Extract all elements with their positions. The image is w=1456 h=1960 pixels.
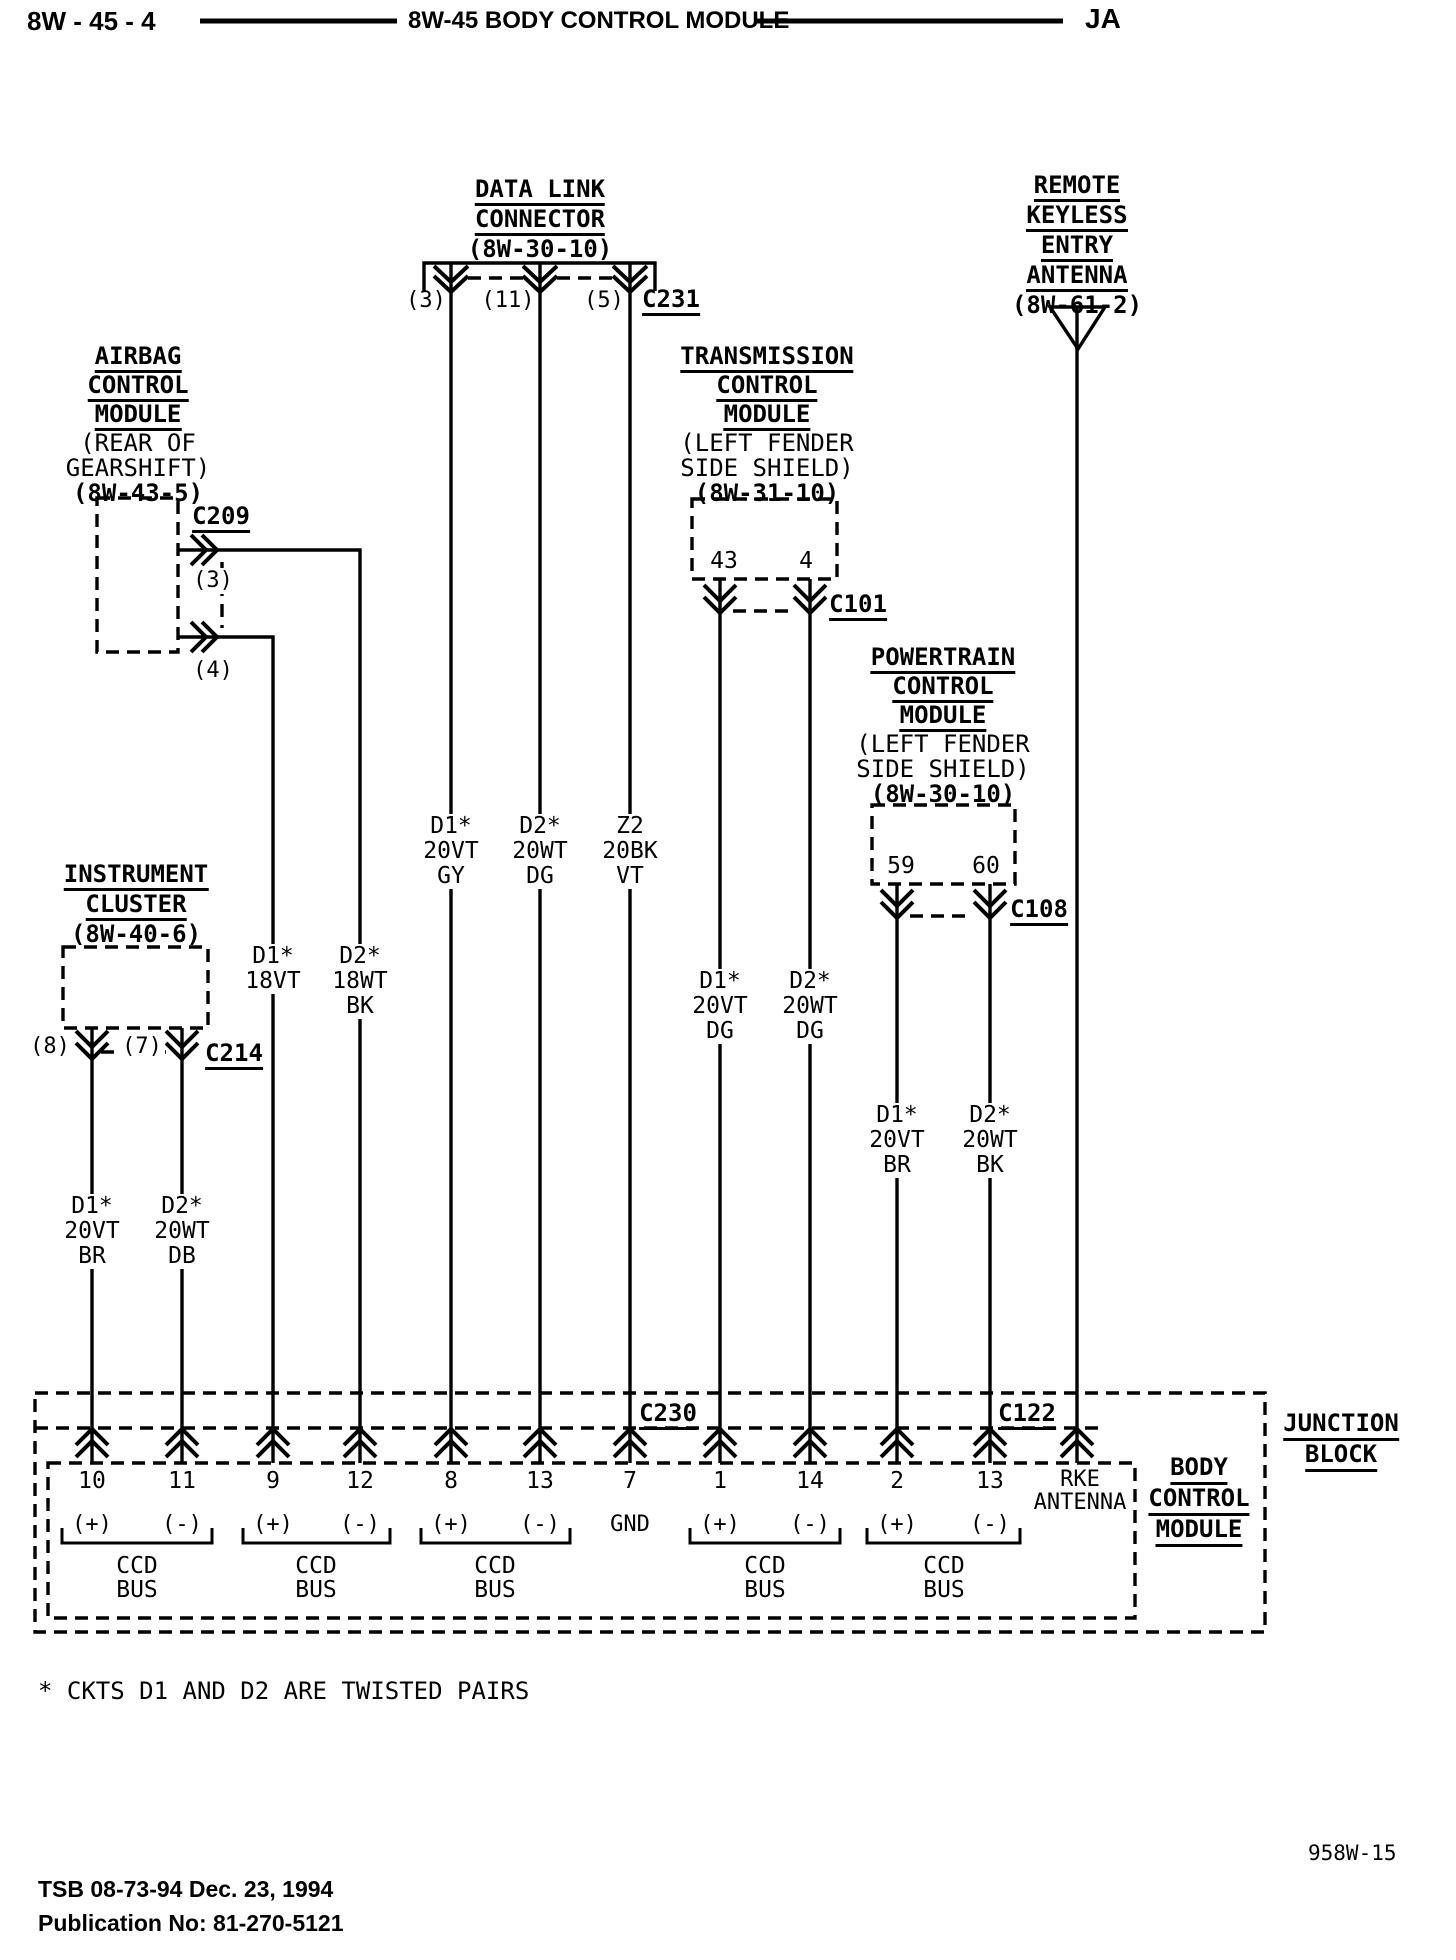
connector-c230: C230 [639,1400,697,1430]
jb-sign-minus-3: (-) [520,1512,560,1537]
jb-sign-minus-1: (-) [162,1512,202,1537]
ccd-bus-2: CCD BUS [295,1553,337,1603]
pcm-pin-60: 60 [972,853,1000,879]
tcm-title: TRANSMISSION CONTROL MODULE (LEFT FENDER SIDE SHIELD) (8W-31-10) [680,342,854,507]
jb-pin-8: 8 [444,1468,458,1494]
connector-c231: C231 [642,286,700,316]
junction-block-title: JUNCTION BLOCK [1283,1410,1399,1472]
jb-sign-plus-1: (+) [72,1512,112,1537]
jb-pin-2: 2 [890,1468,904,1494]
wire-label-airbag-d1: D1* 18VT [242,944,303,994]
bcm-title: BODY CONTROL MODULE [1148,1454,1249,1547]
airbag-pin-3: (3) [190,568,236,594]
jb-pin-1: 1 [713,1468,727,1494]
rke-antenna-title: REMOTE KEYLESS ENTRY ANTENNA (8W-61-2) [1011,171,1143,319]
connector-c108: C108 [1010,896,1068,926]
jb-pin-13b: 13 [976,1468,1004,1494]
airbag-module-box [97,498,178,652]
jb-pin-13a: 13 [526,1468,554,1494]
platform-code: JA [1085,3,1121,34]
cluster-pin-7: (7) [119,1034,165,1060]
wire-label-tcm-d1: D1* 20VT DG [689,969,750,1044]
ccd-bus-1: CCD BUS [116,1553,158,1603]
pcm-pin-59: 59 [887,853,915,879]
dlc-pin-11: (11) [481,288,535,313]
ccd-bus-3: CCD BUS [474,1553,516,1603]
page-title: 8W-45 BODY CONTROL MODULE [408,7,790,34]
ccd-bus-4: CCD BUS [744,1553,786,1603]
dlc-pin-3: (3) [406,288,446,313]
jb-pin-11: 11 [168,1468,196,1494]
wires [92,263,1077,1463]
cluster-pin-8: (8) [27,1034,73,1060]
wire-label-dlc-z2: Z2 20BK VT [599,814,660,889]
airbag-pin-4: (4) [190,658,236,684]
tcm-pin-43: 43 [710,548,738,574]
dlc-title: DATA LINK CONNECTOR (8W-30-10) [467,175,613,263]
connector-chevron-icons [76,266,1093,1457]
jb-pin-10: 10 [78,1468,106,1494]
jb-pin-14: 14 [796,1468,824,1494]
wire-label-cluster-d2: D2* 20WT DB [151,1194,212,1269]
instrument-cluster-box [63,947,208,1028]
jb-sign-plus-5: (+) [877,1512,917,1537]
jb-pin-7: 7 [623,1468,637,1494]
jb-sign-plus-2: (+) [253,1512,293,1537]
wire-label-cluster-d1: D1* 20VT BR [61,1194,122,1269]
wire-label-airbag-d2: D2* 18WT BK [329,944,390,1019]
jb-sign-minus-4: (-) [790,1512,830,1537]
jb-pin-rke-antenna: RKE ANTENNA [1033,1467,1127,1515]
twisted-pairs-footnote: * CKTS D1 AND D2 ARE TWISTED PAIRS [38,1677,530,1705]
page-code: 958W-15 [1308,1841,1397,1865]
connector-c214: C214 [205,1040,263,1070]
connector-c209: C209 [192,503,250,533]
wire-label-tcm-d2: D2* 20WT DG [779,969,840,1044]
jb-sign-plus-4: (+) [700,1512,740,1537]
publication-line: Publication No: 81-270-5121 [38,1910,344,1936]
airbag-module-title: AIRBAG CONTROL MODULE (REAR OF GEARSHIFT) (8W-43-5) [65,342,211,507]
wire-label-pcm-d2: D2* 20WT BK [959,1103,1020,1178]
jb-gnd: GND [610,1512,650,1537]
connector-c122: C122 [998,1400,1056,1430]
wire-label-dlc-d2: D2* 20WT DG [509,814,570,889]
connector-c101: C101 [829,591,887,621]
wire-label-pcm-d1: D1* 20VT BR [866,1103,927,1178]
jb-sign-minus-5: (-) [970,1512,1010,1537]
pcm-title: POWERTRAIN CONTROL MODULE (LEFT FENDER SIDE SHIELD) (8W-30-10) [856,643,1030,808]
jb-sign-minus-2: (-) [340,1512,380,1537]
jb-pin-9: 9 [266,1468,280,1494]
jb-pin-12: 12 [346,1468,374,1494]
ccd-bus-5: CCD BUS [923,1553,965,1603]
wire-label-dlc-d1: D1* 20VT GY [420,814,481,889]
jb-sign-plus-3: (+) [431,1512,471,1537]
tcm-pin-4: 4 [799,548,813,574]
instrument-cluster-title: INSTRUMENT CLUSTER (8W-40-6) [63,860,209,948]
tsb-line: TSB 08-73-94 Dec. 23, 1994 [38,1876,334,1902]
doc-code: 8W - 45 - 4 [27,6,156,36]
dlc-pin-5: (5) [584,288,624,313]
